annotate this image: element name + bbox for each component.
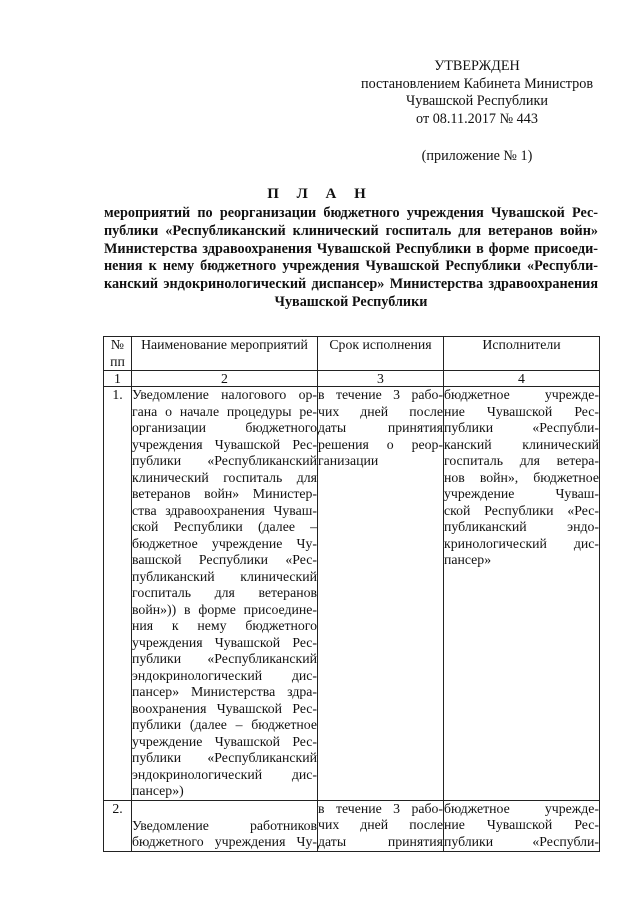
column-number: 4 bbox=[444, 371, 600, 387]
approval-block bbox=[352, 58, 602, 166]
cell-line: учреждение Чувашской Рес- bbox=[132, 733, 317, 749]
subtitle-line: нения к нему бюджетного учреждения Чувашской Республики «Республи- bbox=[104, 258, 598, 275]
column-number: 1 bbox=[104, 371, 132, 387]
cell-line: ние Чувашской Рес- bbox=[444, 403, 599, 419]
term-cell bbox=[318, 387, 444, 801]
cell-line: клинический госпиталь для bbox=[132, 469, 317, 485]
cell-line: ния к нему бюджетного bbox=[132, 618, 317, 633]
table-row bbox=[104, 387, 600, 801]
approval-line: постановлением Кабинета Министров bbox=[360, 75, 594, 92]
cell-line: ской Республики «Рес- bbox=[444, 502, 599, 518]
header-executors: Исполнители bbox=[444, 337, 600, 371]
cell-line: публиканский клинический bbox=[132, 568, 317, 584]
column-number-row bbox=[104, 371, 600, 387]
cell-line: ветеранов войн» Министер- bbox=[132, 486, 317, 501]
header-activity: Наименование мероприятий bbox=[132, 337, 318, 371]
plan-table bbox=[103, 336, 600, 852]
cell-line: даты принятия bbox=[318, 420, 443, 435]
cell-line: пансер» Министерства здра- bbox=[132, 684, 317, 699]
cell-line: ганизации bbox=[318, 453, 379, 468]
cell-line: эндокринологический дис- bbox=[132, 766, 317, 782]
cell-line: в течение 3 рабо- bbox=[318, 800, 443, 816]
term-cell bbox=[318, 800, 444, 851]
row-number: 2. bbox=[104, 800, 132, 851]
cell-line: публики (далее – бюджетное bbox=[132, 717, 317, 732]
cell-line: вашской Республики «Рес- bbox=[132, 552, 317, 567]
table-row bbox=[104, 800, 600, 851]
cell-line: госпиталь для ветеранов bbox=[132, 585, 317, 600]
activity-cell bbox=[132, 800, 318, 851]
cell-line: чих дней после bbox=[318, 817, 443, 832]
cell-line: учреждение Чуваш- bbox=[444, 486, 599, 501]
cell-line: Уведомление налогового ор- bbox=[132, 387, 317, 402]
cell-line: публики «Республиканский bbox=[132, 651, 317, 666]
subtitle-line: Министерства здравоохранения Чувашской Республики в форме присоеди- bbox=[104, 240, 598, 257]
cell-line: бюджетное учрежде- bbox=[444, 800, 599, 816]
header-number: № пп bbox=[104, 337, 132, 371]
cell-line: пансер» bbox=[444, 552, 492, 567]
activity-cell bbox=[132, 387, 318, 801]
subtitle-line: канский эндокринологический диспансер» Министерства здравоохранения bbox=[104, 276, 598, 293]
subtitle-line: Чувашской Республики bbox=[274, 293, 428, 310]
document-subtitle bbox=[104, 205, 598, 312]
cell-line: в течение 3 рабо- bbox=[318, 387, 443, 402]
cell-line: ние Чувашской Рес- bbox=[444, 817, 599, 832]
executors-cell bbox=[444, 800, 600, 851]
cell-line: Уведомление работников bbox=[132, 817, 317, 833]
cell-line: канский клинический bbox=[444, 436, 599, 452]
cell-line: публики «Республиканский bbox=[132, 750, 317, 765]
row-number: 1. bbox=[104, 387, 132, 801]
cell-line: публиканский эндо- bbox=[444, 519, 599, 534]
cell-line: нов войн», бюджетное bbox=[444, 469, 599, 485]
cell-line: госпиталь для ветера- bbox=[444, 453, 599, 468]
cell-line: учреждения Чувашской Рес- bbox=[132, 634, 317, 650]
cell-line: публики «Республиканский bbox=[132, 453, 317, 468]
cell-line: организации бюджетного bbox=[132, 420, 317, 435]
column-number: 2 bbox=[132, 371, 318, 387]
cell-line: бюджетного учреждения Чу- bbox=[132, 834, 317, 849]
approval-line: УТВЕРЖДЕН bbox=[434, 58, 520, 74]
cell-line: публики «Республи- bbox=[444, 420, 599, 435]
cell-line: решения о реор- bbox=[318, 436, 443, 452]
approval-line: от 08.11.2017 № 443 bbox=[416, 110, 538, 127]
cell-line: эндокринологический дис- bbox=[132, 667, 317, 683]
cell-line: гана о начале процедуры ре- bbox=[132, 403, 317, 419]
cell-line: воохранения Чувашской Рес- bbox=[132, 700, 317, 716]
table-header-row bbox=[104, 337, 600, 371]
header-term: Срок исполнения bbox=[318, 337, 444, 371]
approval-line: Чувашской Республики bbox=[406, 93, 548, 110]
cell-line: чих дней после bbox=[318, 403, 443, 419]
cell-line: ской Республики (далее – bbox=[132, 519, 317, 534]
executors-cell bbox=[444, 387, 600, 801]
annex-note: (приложение № 1) bbox=[421, 148, 533, 165]
document-title: П Л А Н bbox=[267, 186, 373, 202]
cell-line: кринологический дис- bbox=[444, 535, 599, 551]
cell-line: ства здравоохранения Чуваш- bbox=[132, 502, 317, 518]
cell-line: войн»)) в форме присоедине- bbox=[132, 601, 317, 617]
cell-line: бюджетное учреждение Чу- bbox=[132, 535, 317, 551]
cell-line: даты принятия bbox=[318, 833, 443, 849]
cell-line: учреждения Чувашской Рес- bbox=[132, 436, 317, 452]
cell-line: публики «Республи- bbox=[444, 833, 599, 849]
column-number: 3 bbox=[318, 371, 444, 387]
subtitle-line: публики «Республиканский клинический госпиталь для ветеранов войн» bbox=[104, 222, 598, 239]
subtitle-line: мероприятий по реорганизации бюджетного учреждения Чувашской Рес- bbox=[104, 205, 598, 221]
cell-line: бюджетное учрежде- bbox=[444, 387, 599, 402]
cell-line: пансер») bbox=[132, 783, 184, 798]
